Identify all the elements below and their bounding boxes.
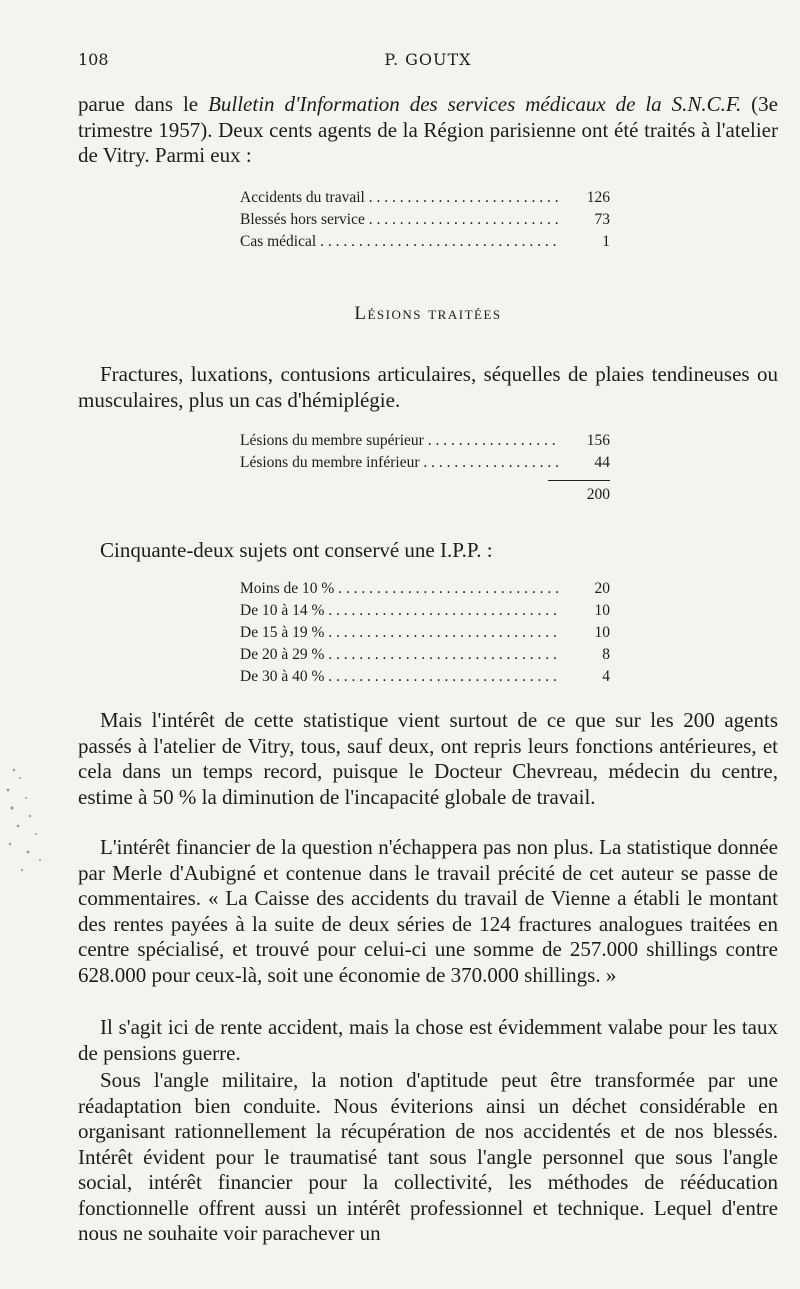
ipp-table bbox=[240, 578, 610, 688]
row-value: 156 bbox=[562, 430, 610, 452]
table-row bbox=[240, 644, 610, 666]
row-label: De 20 à 29 % . . . bbox=[240, 644, 558, 666]
row-value: 44 bbox=[562, 452, 610, 474]
table-row bbox=[240, 209, 610, 231]
military-paragraph: Sous l'angle militaire, la notion d'aptitude peut être transformée par une réadaptation bien conduite. Nous éviterions ainsi un déchet considérable en organisant rationnellement la récupération de nos accidentés et de nos blessés. Intérêt évident pour le traumatisé tant sous l'angle personnel que sous l'angle social, intérêt financier pour la collectivité, les méthodes de rééducation fonctionnelle offrent aussi un intérêt professionnel et technique. Lequel d'entre nous ne souhaite voir parachever un bbox=[78, 1068, 778, 1245]
intro-text-end: (3e trimestre 1957). Deux cents agents de la Région parisienne ont été traités à l'atelier de Vitry. Parmi eux : bbox=[78, 92, 778, 167]
limbs-table bbox=[240, 430, 610, 503]
table-row bbox=[240, 187, 610, 209]
table-row bbox=[240, 452, 610, 474]
pension-paragraph: Il s'agit ici de rente accident, mais la chose est évidemment valabe pour les taux de pensions guerre. bbox=[78, 1015, 778, 1065]
limbs-total: 200 bbox=[586, 486, 610, 503]
table-row bbox=[240, 578, 610, 600]
row-label: De 10 à 14 % . . . bbox=[240, 600, 558, 622]
row-value: 126 bbox=[562, 187, 610, 209]
row-label: Lésions du membre supérieur . . . bbox=[240, 430, 558, 452]
row-label: Cas médical . . . bbox=[240, 231, 558, 253]
ipp-intro: Cinquante-deux sujets ont conservé une I.P.P. : bbox=[100, 538, 493, 562]
injuries-paragraph: Fractures, luxations, contusions articulaires, séquelles de plaies tendineuses ou musculaires, plus un cas d'hémiplégie. bbox=[78, 362, 778, 412]
row-value: 20 bbox=[562, 578, 610, 600]
row-value: 10 bbox=[562, 622, 610, 644]
row-label: De 15 à 19 % . . . bbox=[240, 622, 558, 644]
table-row bbox=[240, 231, 610, 253]
row-value: 73 bbox=[562, 209, 610, 231]
running-head: P. GOUTX bbox=[384, 50, 472, 69]
intro-paragraph bbox=[78, 92, 778, 169]
row-value: 8 bbox=[562, 644, 610, 666]
row-label: Moins de 10 % . . . bbox=[240, 578, 558, 600]
statistic-paragraph: Mais l'intérêt de cette statistique vient surtout de ce que sur les 200 agents passés à l'atelier de Vitry, tous, sauf deux, ont repris leurs fonctions antérieures, et cela dans un temps record, puisque le Docteur Chevreau, médecin du centre, estime à 50 % la diminution de l'incapacité globale de travail. bbox=[78, 708, 778, 809]
row-label: De 30 à 40 % . . . bbox=[240, 666, 558, 688]
page-header bbox=[78, 50, 778, 74]
table-row bbox=[240, 430, 610, 452]
row-label: Lésions du membre inférieur . . . bbox=[240, 452, 558, 474]
table-row bbox=[240, 622, 610, 644]
table-row bbox=[240, 666, 610, 688]
total-rule bbox=[548, 480, 610, 481]
margin-smudge-mark bbox=[0, 760, 52, 880]
row-value: 1 bbox=[562, 231, 610, 253]
row-value: 10 bbox=[562, 600, 610, 622]
section-title: Lésions traitées bbox=[354, 303, 502, 324]
row-label: Accidents du travail . . . bbox=[240, 187, 558, 209]
bulletin-title: Bulletin d'Information des services médicaux de la S.N.C.F. bbox=[208, 92, 742, 116]
row-label: Blessés hors service . . . bbox=[240, 209, 558, 231]
row-value: 4 bbox=[562, 666, 610, 688]
page-number: 108 bbox=[78, 50, 109, 69]
cases-table bbox=[240, 187, 610, 253]
intro-text-start: parue dans le bbox=[78, 92, 209, 116]
financial-paragraph: L'intérêt financier de la question n'échappera pas non plus. La statistique donnée par Merle d'Aubigné et contenue dans le travail précité de cet auteur se passe de commentaires. « La Caisse des accidents du travail de Vienne a établi le montant des rentes payées à la suite de deux séries de 124 fractures analogues traitées en centre spécialisé, et trouvé pour celui-ci une somme de 257.000 shillings contre 628.000 pour ceux-là, soit une économie de 370.000 shillings. » bbox=[78, 835, 778, 987]
table-row bbox=[240, 600, 610, 622]
